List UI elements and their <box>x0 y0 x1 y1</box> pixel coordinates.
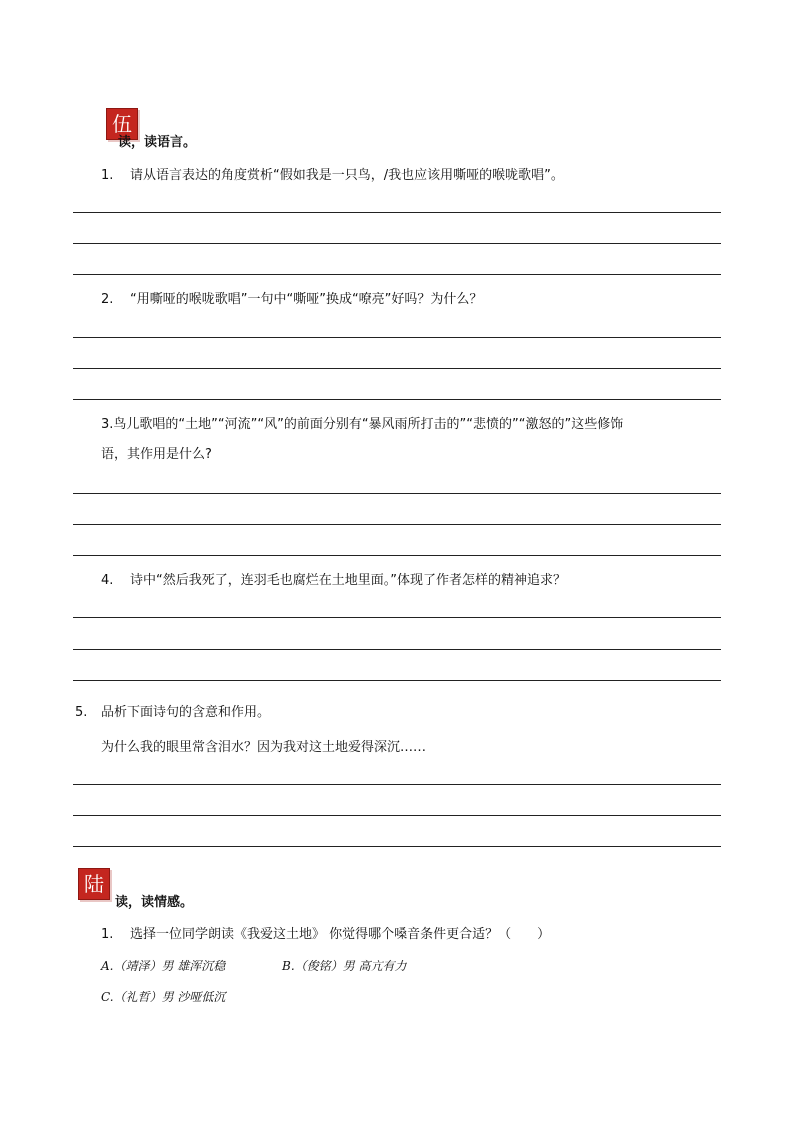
answer-line[interactable] <box>73 399 721 400</box>
question-5-1-number: 1. <box>101 168 114 183</box>
answer-line[interactable] <box>73 368 721 369</box>
question-5-5-text: 品析下面诗句的含意和作用。 <box>101 705 271 720</box>
question-5-4-text: 诗中“然后我死了，连羽毛也腐烂在土地里面。”体现了作者怎样的精神追求？ <box>130 573 566 588</box>
answer-line[interactable] <box>73 212 721 213</box>
option-a[interactable]: A.（靖泽）男 雄浑沉稳 <box>101 959 226 973</box>
answer-line[interactable] <box>73 815 721 816</box>
option-b[interactable]: B.（俊铭）男 高亢有力 <box>282 959 407 973</box>
section-6-title: 读，读情感。 <box>115 895 194 910</box>
question-5-2-text: “用嘶哑的喉咙歌唱”一句中“嘶哑”换成“嘹亮”好吗？为什么？ <box>130 292 483 307</box>
question-5-4-number: 4. <box>101 573 114 588</box>
question-5-3-line-2: 语，其作用是什么? <box>101 447 212 462</box>
answer-line[interactable] <box>73 274 721 275</box>
answer-line[interactable] <box>73 337 721 338</box>
question-5-2-number: 2. <box>101 292 114 307</box>
question-5-1-text: 请从语言表达的角度赏析“假如我是一只鸟，/我也应该用嘶哑的喉咙歌唱”。 <box>130 168 564 183</box>
question-6-1-text: 选择一位同学朗读《我爱这土地》 你觉得哪个嗓音条件更合适？（ ） <box>130 927 551 942</box>
answer-line[interactable] <box>73 617 721 618</box>
section-5-seal-icon: 伍 <box>106 108 138 140</box>
question-6-1-number: 1. <box>101 927 114 942</box>
answer-line[interactable] <box>73 243 721 244</box>
answer-line[interactable] <box>73 784 721 785</box>
question-5-5-quote: 为什么我的眼里常含泪水？因为我对这土地爱得深沉…… <box>101 740 427 755</box>
answer-line[interactable] <box>73 649 721 650</box>
answer-line[interactable] <box>73 524 721 525</box>
answer-line[interactable] <box>73 846 721 847</box>
answer-line[interactable] <box>73 555 721 556</box>
answer-line[interactable] <box>73 493 721 494</box>
question-5-5-number: 5. <box>75 705 88 720</box>
section-5-title: 读，读语言。 <box>118 135 197 150</box>
section-6-seal-icon: 陆 <box>78 868 110 900</box>
answer-line[interactable] <box>73 680 721 681</box>
option-c[interactable]: C.（礼哲）男 沙哑低沉 <box>101 990 226 1004</box>
question-5-3-line-1: 3.鸟儿歌唱的“土地”“河流”“风”的前面分别有“暴风雨所打击的”“悲愤的”“激怒的”这些修饰 <box>101 417 624 432</box>
